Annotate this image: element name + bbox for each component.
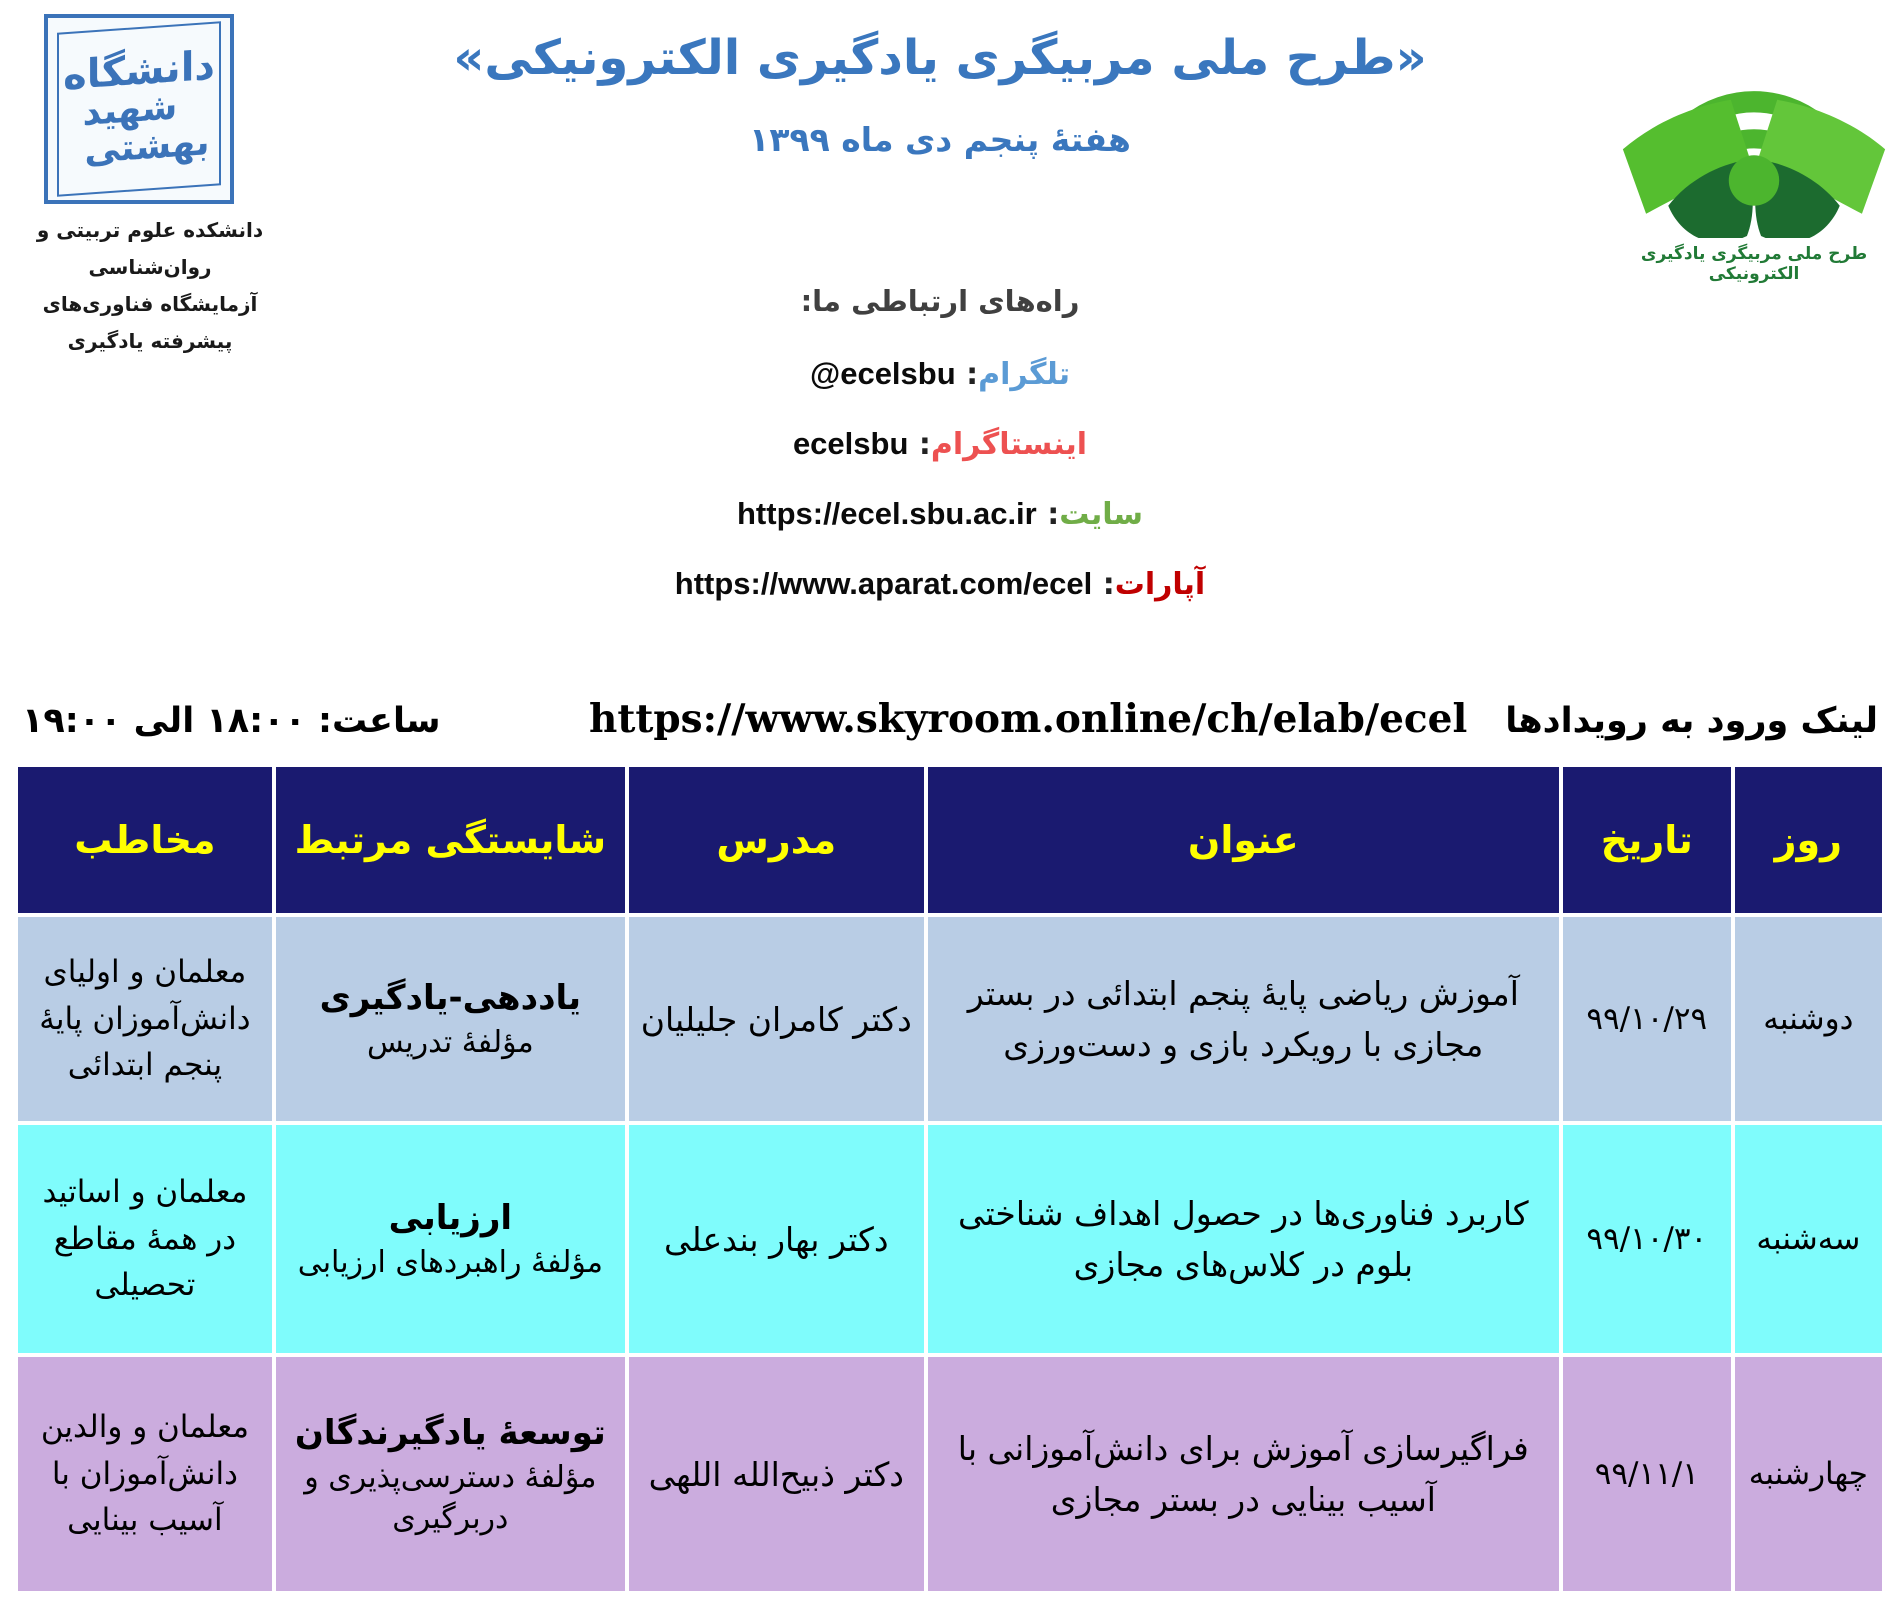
program-logo — [1616, 6, 1892, 284]
contact-heading: راه‌های ارتباطی ما: — [800, 284, 1080, 318]
competency-main: توسعهٔ یادگیرندگان — [294, 1412, 606, 1453]
colon: : — [1092, 567, 1115, 602]
cell-date: ۹۹/۱۰/۲۹ — [1561, 915, 1733, 1123]
events-bar — [22, 696, 1878, 742]
session-time: ساعت: ۱۸:۰۰ الی ۱۹:۰۰ — [22, 701, 441, 741]
cell-title: کاربرد فناوری‌ها در حصول اهداف شناختی بلوم در کلاس‌های مجازی — [926, 1123, 1561, 1355]
competency-main: یاددهی-یادگیری — [319, 978, 582, 1019]
program-logo-caption: طرح ملی مربیگری یادگیری الکترونیکی — [1640, 244, 1868, 284]
table-header-row — [16, 765, 1884, 915]
colon: : — [1036, 497, 1060, 532]
telegram-label: تلگرام — [978, 357, 1071, 392]
university-caption — [0, 212, 300, 360]
events-link-label: لینک ورود به رویدادها — [1505, 701, 1878, 741]
cell-instructor: دکتر ذبیح‌الله اللهی — [627, 1355, 926, 1593]
instagram-label: اینستاگرام — [930, 427, 1088, 462]
col-header-date: تاریخ — [1561, 765, 1733, 915]
page-subtitle: هفتهٔ پنجم دی ماه ۱۳۹۹ — [749, 120, 1131, 159]
competency-sub: مؤلفهٔ دسترسی‌پذیری و دربرگیری — [304, 1460, 597, 1536]
cell-competency — [274, 915, 627, 1123]
cell-audience: معلمان و والدین دانش‌آموزان با آسیب بینایی — [16, 1355, 274, 1593]
aparat-url[interactable]: https://www.aparat.com/ecel — [674, 566, 1093, 601]
website-url[interactable]: https://ecel.sbu.ac.ir — [736, 496, 1037, 531]
wifi-learning-icon — [1616, 6, 1892, 238]
events-link-group — [589, 696, 1878, 742]
cell-competency — [274, 1123, 627, 1355]
contact-line-aparat — [320, 566, 1560, 602]
university-logo-calligraphy — [57, 21, 221, 196]
university-logo-word: شهید — [82, 86, 178, 134]
cell-day: دوشنبه — [1733, 915, 1884, 1123]
table-row — [16, 915, 1884, 1123]
competency-main: ارزیابی — [388, 1198, 513, 1239]
cell-day: چهارشنبه — [1733, 1355, 1884, 1593]
faculty-name: دانشکده علوم تربیتی و روان‌شناسی — [36, 218, 264, 279]
col-header-competency: شایستگی مرتبط — [274, 765, 627, 915]
cell-date: ۹۹/۱۱/۱ — [1561, 1355, 1733, 1593]
cell-title: آموزش ریاضی پایهٔ پنجم ابتدائی در بستر مجازی با رویکرد بازی و دست‌ورزی — [926, 915, 1561, 1123]
instagram-handle: ecelsbu — [792, 426, 909, 461]
colon: : — [955, 357, 979, 392]
lab-name: آزمایشگاه فناوری‌های پیشرفته یادگیری — [42, 292, 258, 353]
title-block — [320, 30, 1560, 159]
contact-line-telegram — [320, 356, 1560, 392]
col-header-title: عنوان — [926, 765, 1561, 915]
cell-competency — [274, 1355, 627, 1593]
competency-sub: مؤلفهٔ تدریس — [366, 1025, 534, 1061]
telegram-handle: @ecelsbu — [809, 356, 956, 391]
contact-line-website — [320, 496, 1560, 532]
cell-date: ۹۹/۱۰/۳۰ — [1561, 1123, 1733, 1355]
cell-audience: معلمان و اولیای دانش‌آموزان پایهٔ پنجم ابتدائی — [16, 915, 274, 1123]
table-row — [16, 1123, 1884, 1355]
contact-line-instagram — [320, 426, 1560, 462]
cell-instructor: دکتر کامران جلیلیان — [627, 915, 926, 1123]
table-row — [16, 1355, 1884, 1593]
competency-sub: مؤلفهٔ راهبردهای ارزیابی — [297, 1245, 603, 1281]
col-header-audience: مخاطب — [16, 765, 274, 915]
aparat-label: آپارات — [1114, 567, 1206, 602]
col-header-day: روز — [1733, 765, 1884, 915]
skyroom-url[interactable]: https://www.skyroom.online/ch/elab/ecel — [588, 696, 1468, 742]
website-label: سایت — [1059, 497, 1143, 532]
cell-instructor: دکتر بهار بندعلی — [627, 1123, 926, 1355]
cell-day: سه‌شنبه — [1733, 1123, 1884, 1355]
page-title: «طرح ملی مربیگری یادگیری الکترونیکی» — [453, 30, 1427, 86]
schedule-table — [14, 763, 1886, 1595]
cell-title: فراگیرسازی آموزش برای دانش‌آموزانی با آسیب بینایی در بستر مجازی — [926, 1355, 1561, 1593]
colon: : — [908, 427, 931, 462]
university-logo — [44, 14, 234, 204]
col-header-instructor: مدرس — [627, 765, 926, 915]
contact-block — [320, 284, 1560, 636]
cell-audience: معلمان و اساتید در همهٔ مقاطع تحصیلی — [16, 1123, 274, 1355]
university-logo-word: بهشتی — [84, 122, 210, 172]
university-logo-word: دانشگاه — [63, 42, 215, 100]
